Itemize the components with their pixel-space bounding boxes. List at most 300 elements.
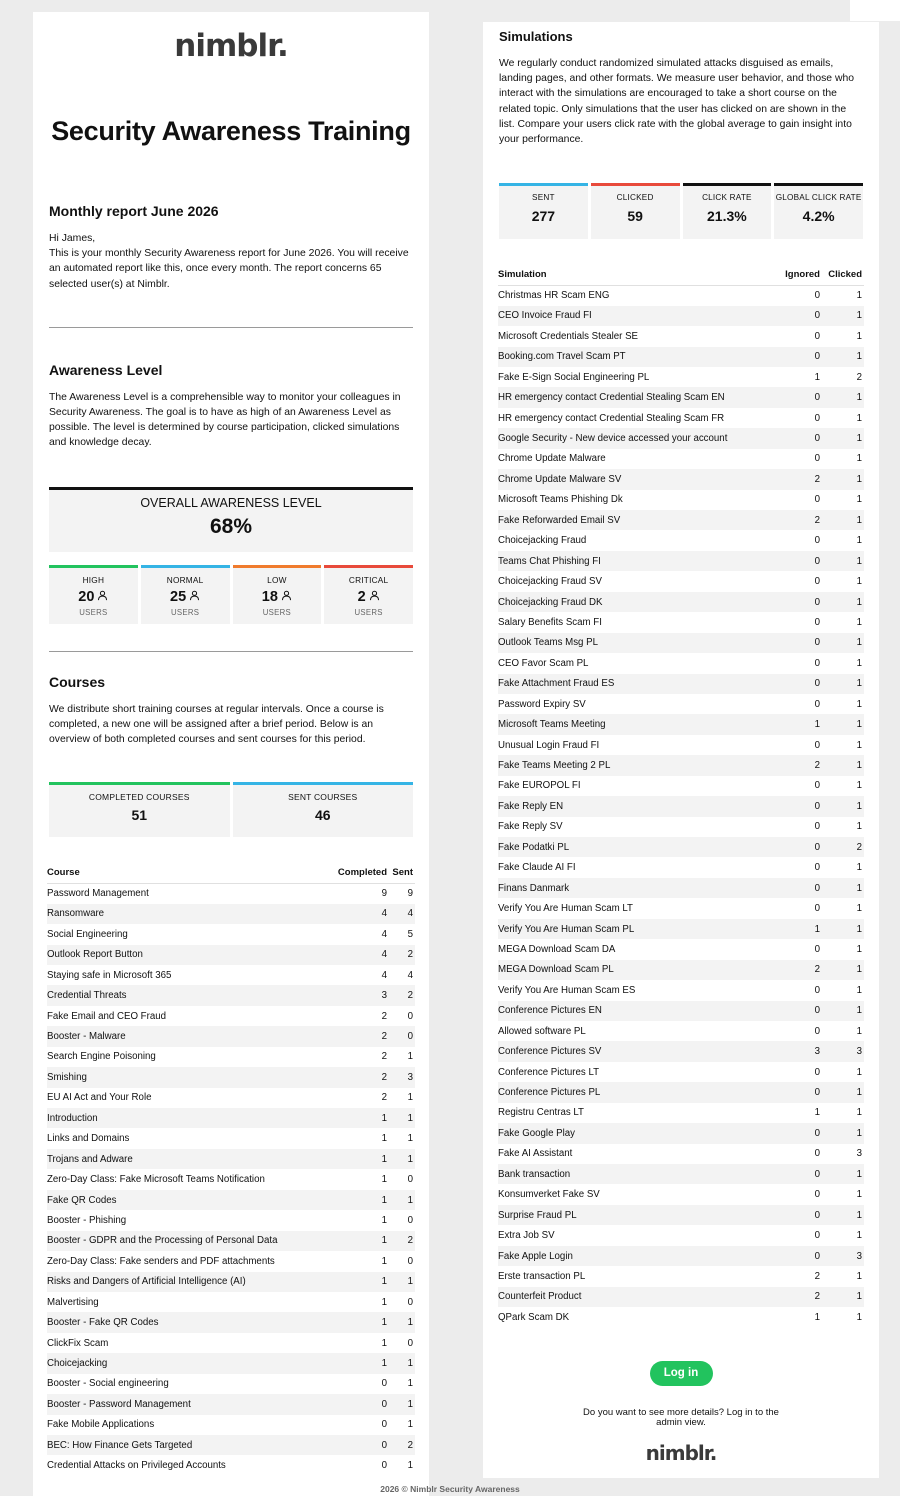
simulations-heading: Simulations	[499, 29, 573, 44]
row-count: 0	[814, 494, 820, 506]
level-unit: USERS	[354, 607, 383, 617]
level-count-row	[141, 589, 230, 605]
row-count: 4	[389, 904, 415, 924]
row-count: 9	[381, 888, 387, 900]
row-name: Fake Email and CEO Fraud	[47, 1010, 166, 1022]
row-count: 1	[822, 551, 864, 571]
row-name: Conference Pictures LT	[498, 1066, 600, 1078]
row-name: Google Security - New device accessed your account	[498, 428, 784, 448]
row-name: EU AI Act and Your Role	[47, 1092, 152, 1104]
table-row	[498, 1062, 864, 1082]
row-count: 3	[822, 1246, 864, 1266]
level-unit: USERS	[79, 607, 108, 617]
row-name: Microsoft Teams Meeting	[498, 714, 784, 734]
row-name: Malvertising	[47, 1296, 99, 1308]
row-count: 5	[407, 928, 413, 940]
table-row	[498, 367, 864, 387]
stat-card-sent	[499, 183, 588, 239]
table-row	[47, 985, 415, 1005]
row-name: Booster - GDPR and the Processing of Personal Data	[47, 1231, 329, 1251]
overall-awareness-card	[49, 487, 413, 552]
row-name: Fake Reforwarded Email SV	[498, 510, 784, 530]
row-name: Conference Pictures SV	[498, 1041, 784, 1061]
row-name: BEC: How Finance Gets Targeted	[47, 1435, 329, 1455]
row-name: Extra Job SV	[498, 1230, 555, 1242]
stat-value: 59	[627, 208, 643, 225]
row-count: 1	[856, 862, 862, 874]
row-name: Password Management	[47, 888, 149, 900]
login-button[interactable]: Log in	[650, 1361, 713, 1386]
row-count: 1	[407, 1460, 413, 1472]
row-count: 3	[389, 1067, 415, 1087]
row-count: 1	[822, 755, 864, 775]
table-row	[498, 755, 864, 775]
table-row	[498, 694, 864, 714]
user-icon	[97, 589, 108, 605]
row-name: Fake AI Assistant	[498, 1148, 573, 1160]
row-count: 1	[856, 616, 862, 628]
table-row	[498, 1266, 864, 1286]
table-row	[47, 1435, 415, 1455]
level-label: CRITICAL	[348, 574, 389, 585]
row-count: 2	[389, 945, 415, 965]
table-row	[47, 1374, 415, 1394]
row-name: Allowed software PL	[498, 1025, 586, 1037]
sent-courses-value: 46	[314, 807, 331, 824]
row-count: 0	[784, 796, 822, 816]
row-count: 0	[814, 1189, 820, 1201]
row-count: 0	[814, 330, 820, 342]
row-count: 1	[856, 1189, 862, 1201]
table-row	[498, 387, 864, 407]
row-count: 2	[381, 1092, 387, 1104]
column-header-clicked: Clicked	[822, 265, 864, 285]
row-count: 1	[856, 290, 862, 302]
table-row	[47, 1067, 415, 1087]
row-count: 1	[381, 1255, 387, 1267]
row-count: 0	[407, 1174, 413, 1186]
row-name: Bank transaction	[498, 1164, 784, 1184]
row-count: 1	[389, 1394, 415, 1414]
row-name: Choicejacking Fraud SV	[498, 576, 602, 588]
row-name: MEGA Download Scam PL	[498, 960, 784, 980]
table-row	[498, 1041, 864, 1061]
stat-label: CLICK RATE	[702, 193, 752, 203]
row-count: 0	[814, 1148, 820, 1160]
table-row	[498, 857, 864, 877]
row-count: 2	[784, 510, 822, 530]
sent-courses-label: SENT COURSES	[288, 792, 358, 803]
table-row	[47, 1210, 415, 1230]
row-name: Choicejacking Fraud	[498, 535, 587, 547]
row-count: 0	[814, 1025, 820, 1037]
row-count: 0	[814, 576, 820, 588]
table-row	[498, 347, 864, 367]
table-row	[47, 924, 415, 944]
row-count: 0	[784, 633, 822, 653]
level-label: NORMAL	[166, 574, 204, 585]
level-card-high	[49, 565, 138, 624]
table-row	[498, 1164, 864, 1184]
divider	[49, 327, 413, 328]
row-count: 0	[407, 1214, 413, 1226]
row-count: 2	[389, 985, 415, 1005]
table-row	[498, 960, 864, 980]
table-row	[47, 1190, 415, 1210]
stat-label: CLICKED	[616, 193, 654, 203]
row-count: 0	[407, 1255, 413, 1267]
row-count: 0	[329, 1394, 389, 1414]
table-row	[47, 1169, 415, 1189]
table-row	[498, 326, 864, 346]
details-text: Do you want to see more details? Log in to the admin view.	[583, 1406, 779, 1429]
row-name: Credential Attacks on Privileged Accounts	[47, 1460, 226, 1472]
table-row	[47, 883, 415, 903]
row-name: Introduction	[47, 1108, 329, 1128]
row-count: 1	[329, 1312, 389, 1332]
row-name: Conference Pictures PL	[498, 1082, 784, 1102]
courses-description: We distribute short training courses at regular intervals. Once a course is completed, a new one will be assigned after a brief period. Below is an overview of both completed courses and sent courses for this period.	[49, 703, 384, 746]
stat-value: 277	[531, 208, 556, 225]
row-name: Staying safe in Microsoft 365	[47, 969, 172, 981]
completed-courses-label: COMPLETED COURSES	[88, 792, 190, 803]
row-name: Booster - Social engineering	[47, 1378, 169, 1390]
table-row	[498, 1246, 864, 1266]
table-row	[498, 919, 864, 939]
row-count: 2	[822, 837, 864, 857]
row-count: 0	[814, 984, 820, 996]
row-count: 4	[329, 904, 389, 924]
row-count: 1	[822, 878, 864, 898]
table-row	[47, 1088, 415, 1108]
row-name: Erste transaction PL	[498, 1270, 586, 1282]
row-name: Fake Reply EN	[498, 796, 784, 816]
row-name: Conference Pictures EN	[498, 1001, 784, 1021]
table-row	[498, 735, 864, 755]
row-count: 0	[814, 943, 820, 955]
row-count: 1	[822, 633, 864, 653]
row-count: 0	[784, 674, 822, 694]
level-unit: USERS	[262, 607, 292, 617]
row-count: 1	[407, 1419, 413, 1431]
row-count: 1	[822, 387, 864, 407]
level-card-critical	[324, 565, 413, 624]
row-name: Booster - Fake QR Codes	[47, 1312, 329, 1332]
row-count: 1	[822, 1001, 864, 1021]
row-count: 1	[822, 960, 864, 980]
row-count: 3	[329, 985, 389, 1005]
courses-table	[47, 863, 415, 1476]
row-count: 0	[814, 290, 820, 302]
table-row	[47, 945, 415, 965]
row-count: 1	[381, 1296, 387, 1308]
table-row	[498, 878, 864, 898]
row-count: 3	[784, 1041, 822, 1061]
row-count: 1	[856, 412, 862, 424]
simulations-description: We regularly conduct randomized simulated attacks disguised as emails, landing pages, and other formats. We measure user behavior, and those who interact with the simulations are encouraged to take a short course on the related topic. Only simulations that the user has clicked on are shown in the list. Compare your users click rate with the global average to gain insight into your performance.	[499, 58, 855, 146]
row-count: 1	[814, 1107, 820, 1119]
row-name: Christmas HR Scam ENG	[498, 290, 610, 302]
row-name: Microsoft Teams Phishing Dk	[498, 494, 623, 506]
stat-card-click-rate	[683, 183, 772, 239]
table-row	[47, 904, 415, 924]
table-row	[498, 939, 864, 959]
table-row	[498, 551, 864, 571]
row-count: 1	[856, 576, 862, 588]
row-count: 1	[856, 943, 862, 955]
row-count: 1	[407, 1378, 413, 1390]
row-count: 1	[856, 330, 862, 342]
row-count: 2	[329, 1026, 389, 1046]
row-count: 0	[784, 1164, 822, 1184]
row-count: 2	[389, 1231, 415, 1251]
row-name: Fake Google Play	[498, 1123, 784, 1143]
row-count: 0	[814, 903, 820, 915]
table-row	[47, 1394, 415, 1414]
row-name: Fake Podatki PL	[498, 837, 784, 857]
row-count: 0	[389, 1026, 415, 1046]
user-icon	[369, 589, 380, 605]
row-count: 0	[381, 1419, 387, 1431]
stat-card-clicked	[591, 183, 680, 239]
row-name: Fake Apple Login	[498, 1246, 784, 1266]
column-header-sent: Sent	[389, 863, 415, 883]
row-count: 0	[814, 1066, 820, 1078]
row-name: Verify You Are Human Scam PL	[498, 919, 784, 939]
table-row	[498, 449, 864, 469]
completed-courses-value: 51	[131, 807, 148, 824]
report-subtitle: Monthly report June 2026	[49, 203, 219, 219]
row-count: 0	[784, 428, 822, 448]
row-name: Booster - Phishing	[47, 1214, 127, 1226]
table-row	[498, 1307, 864, 1327]
row-count: 2	[381, 1010, 387, 1022]
row-count: 1	[822, 919, 864, 939]
copyright-text: 2026 © Nimblr Security Awareness	[380, 1484, 520, 1494]
table-row	[47, 1333, 415, 1353]
row-count: 1	[381, 1133, 387, 1145]
row-count: 0	[814, 862, 820, 874]
table-row	[498, 490, 864, 510]
table-row	[498, 1144, 864, 1164]
row-count: 0	[814, 698, 820, 710]
divider	[49, 651, 413, 652]
row-count: 1	[856, 984, 862, 996]
row-count: 1	[389, 1272, 415, 1292]
row-count: 0	[407, 1296, 413, 1308]
table-row	[498, 612, 864, 632]
table-row	[47, 1006, 415, 1026]
table-row	[47, 1415, 415, 1435]
completed-courses-card	[49, 782, 230, 837]
row-count: 1	[822, 1287, 864, 1307]
row-count: 0	[784, 347, 822, 367]
row-count: 1	[822, 1205, 864, 1225]
row-count: 1	[389, 1353, 415, 1373]
table-row	[498, 653, 864, 673]
greeting: Hi James,	[49, 233, 96, 244]
row-name: Trojans and Adware	[47, 1149, 329, 1169]
row-count: 2	[856, 371, 862, 383]
row-name: Fake Teams Meeting 2 PL	[498, 755, 784, 775]
row-count: 1	[856, 453, 862, 465]
row-count: 2	[814, 1270, 820, 1282]
table-row	[47, 1128, 415, 1148]
top-strip	[850, 0, 900, 21]
row-count: 2	[784, 469, 822, 489]
row-name: MEGA Download Scam DA	[498, 943, 616, 955]
courses-heading: Courses	[49, 673, 106, 690]
row-name: Risks and Dangers of Artificial Intelligence (AI)	[47, 1272, 329, 1292]
row-name: Fake Reply SV	[498, 821, 563, 833]
row-name: Verify You Are Human Scam ES	[498, 984, 636, 996]
level-value: 2	[357, 588, 366, 605]
table-row	[498, 776, 864, 796]
row-count: 1	[784, 714, 822, 734]
row-count: 2	[784, 960, 822, 980]
row-count: 0	[784, 1205, 822, 1225]
row-count: 0	[381, 1460, 387, 1472]
row-count: 1	[784, 919, 822, 939]
row-count: 1	[822, 347, 864, 367]
row-count: 1	[822, 306, 864, 326]
row-count: 1	[329, 1231, 389, 1251]
row-count: 0	[784, 837, 822, 857]
row-count: 2	[389, 1435, 415, 1455]
table-row	[498, 714, 864, 734]
row-count: 1	[856, 1107, 862, 1119]
row-count: 1	[822, 428, 864, 448]
table-row	[498, 469, 864, 489]
row-count: 1	[856, 903, 862, 915]
table-row	[498, 306, 864, 326]
row-count: 1	[856, 657, 862, 669]
table-row	[47, 1047, 415, 1067]
row-count: 1	[856, 698, 862, 710]
level-value: 25	[170, 588, 187, 605]
row-count: 1	[329, 1353, 389, 1373]
table-row	[498, 1184, 864, 1204]
level-count-row	[233, 589, 322, 605]
row-name: Booster - Password Management	[47, 1394, 329, 1414]
stat-card-global-click-rate	[774, 183, 863, 239]
row-count: 0	[814, 412, 820, 424]
row-count: 0	[814, 821, 820, 833]
stat-label: GLOBAL CLICK RATE	[775, 193, 862, 203]
row-name: Choicejacking Fraud DK	[498, 592, 784, 612]
page-title: Security Awareness Training	[51, 116, 411, 146]
column-header-course: Course	[47, 863, 329, 883]
table-row	[498, 530, 864, 550]
row-count: 1	[329, 1272, 389, 1292]
row-count: 1	[856, 821, 862, 833]
column-header-simulation: Simulation	[498, 265, 784, 285]
row-count: 1	[822, 510, 864, 530]
row-name: Teams Chat Phishing FI	[498, 551, 784, 571]
table-row	[47, 1455, 415, 1475]
table-row	[498, 796, 864, 816]
stat-value: 21.3%	[707, 208, 747, 225]
row-count: 0	[329, 1435, 389, 1455]
table-row	[498, 1205, 864, 1225]
table-row	[47, 1108, 415, 1128]
row-count: 0	[784, 1082, 822, 1102]
row-count: 1	[407, 1133, 413, 1145]
row-count: 1	[822, 1164, 864, 1184]
table-row	[498, 674, 864, 694]
row-count: 0	[784, 306, 822, 326]
row-name: Chrome Update Malware	[498, 453, 606, 465]
awareness-heading: Awareness Level	[49, 361, 163, 378]
row-count: 0	[814, 657, 820, 669]
row-name: Fake Claude AI FI	[498, 862, 576, 874]
row-name: CEO Favor Scam PL	[498, 657, 589, 669]
table-row	[47, 1272, 415, 1292]
row-name: Ransomware	[47, 904, 329, 924]
row-name: Credential Threats	[47, 985, 329, 1005]
overall-awareness-value: 68%	[209, 514, 253, 538]
table-row	[498, 817, 864, 837]
row-count: 1	[856, 535, 862, 547]
level-card-low	[233, 565, 322, 624]
table-row	[498, 898, 864, 918]
row-name: Fake E-Sign Social Engineering PL	[498, 371, 650, 383]
row-count: 1	[407, 1051, 413, 1063]
row-count: 2	[784, 755, 822, 775]
row-count: 1	[856, 780, 862, 792]
stat-label: SENT	[532, 193, 555, 203]
row-name: Counterfeit Product	[498, 1287, 784, 1307]
row-name: Verify You Are Human Scam LT	[498, 903, 633, 915]
row-count: 4	[381, 928, 387, 940]
row-name: Fake EUROPOL FI	[498, 780, 581, 792]
table-row	[47, 1312, 415, 1332]
row-count: 4	[329, 945, 389, 965]
level-value: 18	[261, 588, 278, 605]
table-row	[498, 408, 864, 428]
table-row	[498, 1082, 864, 1102]
row-count: 1	[822, 469, 864, 489]
table-row	[47, 1026, 415, 1046]
simulations-table	[498, 265, 864, 1327]
row-count: 0	[784, 1001, 822, 1021]
row-name: Salary Benefits Scam FI	[498, 616, 602, 628]
nimblr-logo: nimblr.	[174, 28, 288, 64]
row-count: 1	[822, 714, 864, 734]
row-count: 0	[814, 1230, 820, 1242]
intro-text: This is your monthly Security Awareness report for June 2026. You will receive an automated report like this, once every month. The report concerns 65 selected user(s) at Nimblr.	[49, 248, 409, 290]
table-row	[498, 1225, 864, 1245]
row-count: 9	[407, 888, 413, 900]
row-count: 3	[856, 1148, 862, 1160]
row-count: 1	[814, 371, 820, 383]
row-count: 1	[856, 739, 862, 751]
row-count: 1	[329, 1108, 389, 1128]
row-count: 0	[784, 878, 822, 898]
row-name: Password Expiry SV	[498, 698, 586, 710]
row-name: Registru Centras LT	[498, 1107, 584, 1119]
row-count: 1	[822, 674, 864, 694]
table-row	[498, 592, 864, 612]
table-row	[498, 285, 864, 305]
level-label: HIGH	[82, 574, 105, 585]
row-name: HR emergency contact Credential Stealing Scam FR	[498, 412, 725, 424]
row-name: Outlook Teams Msg PL	[498, 633, 784, 653]
row-count: 1	[389, 1108, 415, 1128]
row-count: 4	[381, 969, 387, 981]
table-row	[47, 1353, 415, 1373]
row-count: 0	[381, 1378, 387, 1390]
